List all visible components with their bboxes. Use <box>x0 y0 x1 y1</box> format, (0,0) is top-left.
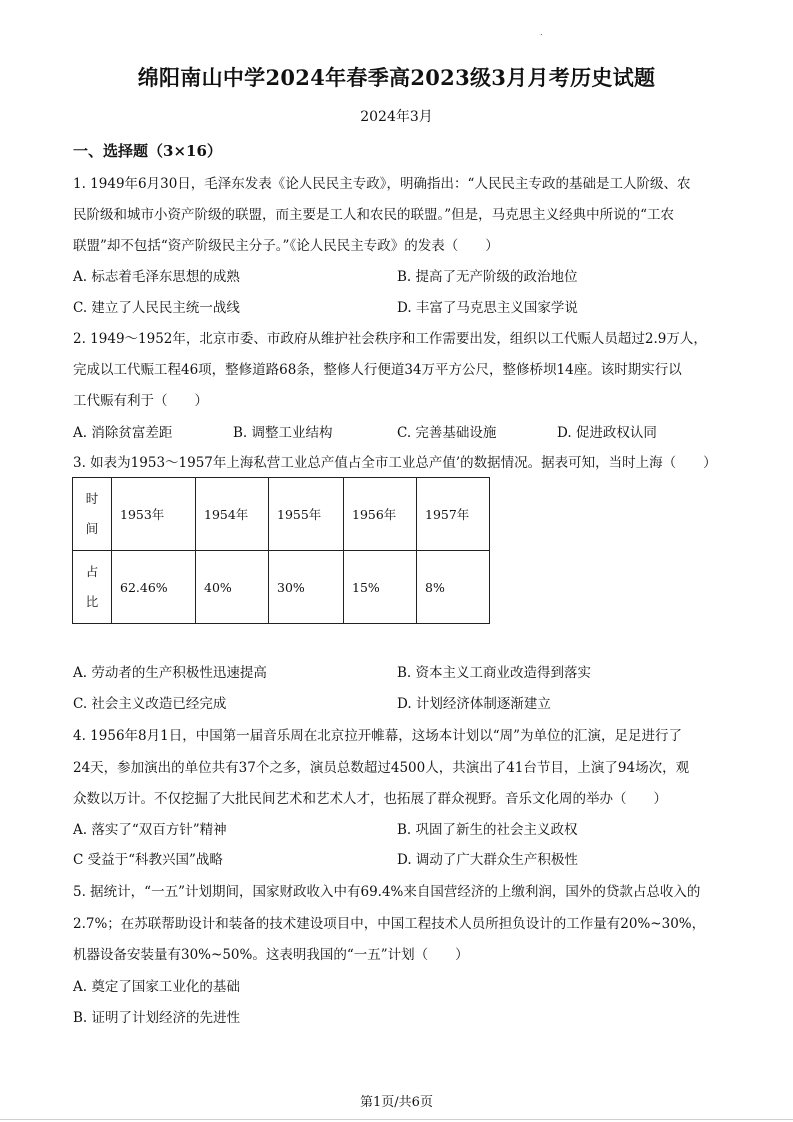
table-cell: 62.46% <box>112 551 196 624</box>
section-heading: 一、选择题（3×16） <box>73 142 222 160</box>
page-divider <box>0 1119 793 1120</box>
q3-option-b[interactable]: B. 资本主义工商业改造得到落实 <box>397 665 592 681</box>
table-cell: 1956年 <box>344 478 417 551</box>
table-cell: 40% <box>196 551 269 624</box>
table-cell: 1953年 <box>112 478 196 551</box>
q2-option-d[interactable]: D. 促进政权认同 <box>557 425 657 441</box>
row-header-share <box>73 551 112 624</box>
q5-line-1: 5. 据统计，“一五”计划期间，国家财政收入中有69.4%来自国营经济的上缴利润，国外的贷款占总收入的 <box>73 884 701 900</box>
q1-option-c[interactable]: C. 建立了人民民主统一战线 <box>73 300 240 316</box>
row-header-time <box>73 478 112 551</box>
q1-line-2: 民阶级和城市小资产阶级的联盟，而主要是工人和农民的联盟。”但是，马克思主义经典中所说的“工农 <box>73 207 675 223</box>
q2-line-1: 2. 1949～1952年，北京市委、市政府从维护社会秩序和工作需要出发，组织以工代赈人员超过2.9万人， <box>73 331 707 347</box>
q5-option-a[interactable]: A. 奠定了国家工业化的基础 <box>73 979 240 995</box>
q2-option-a[interactable]: A. 消除贫富差距 <box>73 425 173 441</box>
q3-option-d[interactable]: D. 计划经济体制逐渐建立 <box>397 696 551 712</box>
data-table <box>72 477 490 624</box>
q2-option-b[interactable]: B. 调整工业结构 <box>233 425 333 441</box>
q2-option-c[interactable]: C. 完善基础设施 <box>397 425 497 441</box>
table-cell: 8% <box>417 551 490 624</box>
table-cell: 1954年 <box>196 478 269 551</box>
q2-line-2: 完成以工代赈工程46项，整修道路68条，整修人行便道34万平方公尺，整修桥坝14座。该时期实行以 <box>73 362 682 378</box>
q1-line-1: 1. 1949年6月30日，毛泽东发表《论人民民主专政》，明确指出：“人民民主专政的基础是工人阶级、农 <box>73 176 691 192</box>
row-header-char: 时 <box>85 491 99 506</box>
q5-option-b[interactable]: B. 证明了计划经济的先进性 <box>73 1010 241 1026</box>
table-row-years <box>73 478 490 551</box>
q1-option-d[interactable]: D. 丰富了马克思主义国家学说 <box>397 300 578 316</box>
row-header-char: 间 <box>85 521 99 536</box>
row-header-char: 比 <box>85 594 99 609</box>
corner-mark: . <box>540 28 543 37</box>
q4-line-3: 众数以万计。不仅挖掘了大批民间艺术和艺术人才，也拓展了群众视野。音乐文化周的举办（ ） <box>73 791 667 807</box>
q4-line-2: 24天，参加演出的单位共有37个之多，演员总数超过4500人，共演出了41台节目，上演了94场次，观 <box>73 760 690 776</box>
q1-option-a[interactable]: A. 标志着毛泽东思想的成熟 <box>73 269 240 285</box>
q2-line-3: 工代赈有利于（ ） <box>73 393 208 409</box>
page-title: 绵阳南山中学2024年春季高2023级3月月考历史试题 <box>137 65 656 90</box>
q4-option-a[interactable]: A. 落实了“双百方针”精神 <box>73 822 227 838</box>
table-cell: 1955年 <box>269 478 344 551</box>
q4-line-1: 4. 1956年8月1日，中国第一届音乐周在北京拉开帷幕，这场本计划以“周”为单位的汇演，足足进行了 <box>73 728 683 744</box>
q4-option-d[interactable]: D. 调动了广大群众生产积极性 <box>397 852 578 868</box>
table-cell: 1957年 <box>417 478 490 551</box>
q4-option-c[interactable]: C 受益于“科教兴国”战略 <box>73 852 223 868</box>
q3-stem: 3. 如表为1953～1957年上海私营工业总产值占全市工业总产值’的数据情况。据表可知，当时上海（ ） <box>73 455 717 471</box>
page-number: 第1页/共6页 <box>360 1095 433 1110</box>
row-header-char: 占 <box>85 564 99 579</box>
q5-line-3: 机器设备安装量有30%~50%。这表明我国的“一五”计划（ ） <box>73 947 469 963</box>
exam-date: 2024年3月 <box>360 109 433 125</box>
table-cell: 30% <box>269 551 344 624</box>
table-cell: 15% <box>344 551 417 624</box>
q1-line-3: 联盟”却不包括“资产阶级民主分子。”《论人民民主专政》的发表（ ） <box>73 238 499 254</box>
q3-option-a[interactable]: A. 劳动者的生产积极性迅速提高 <box>73 665 267 681</box>
q1-option-b[interactable]: B. 提高了无产阶级的政治地位 <box>397 269 578 285</box>
table-row-share <box>73 551 490 624</box>
q3-option-c[interactable]: C. 社会主义改造已经完成 <box>73 696 227 712</box>
q5-line-2: 2.7%；在苏联帮助设计和装备的技术建设项目中，中国工程技术人员所担负设计的工作量有20%~30%， <box>73 916 706 932</box>
q4-option-b[interactable]: B. 巩固了新生的社会主义政权 <box>397 822 578 838</box>
